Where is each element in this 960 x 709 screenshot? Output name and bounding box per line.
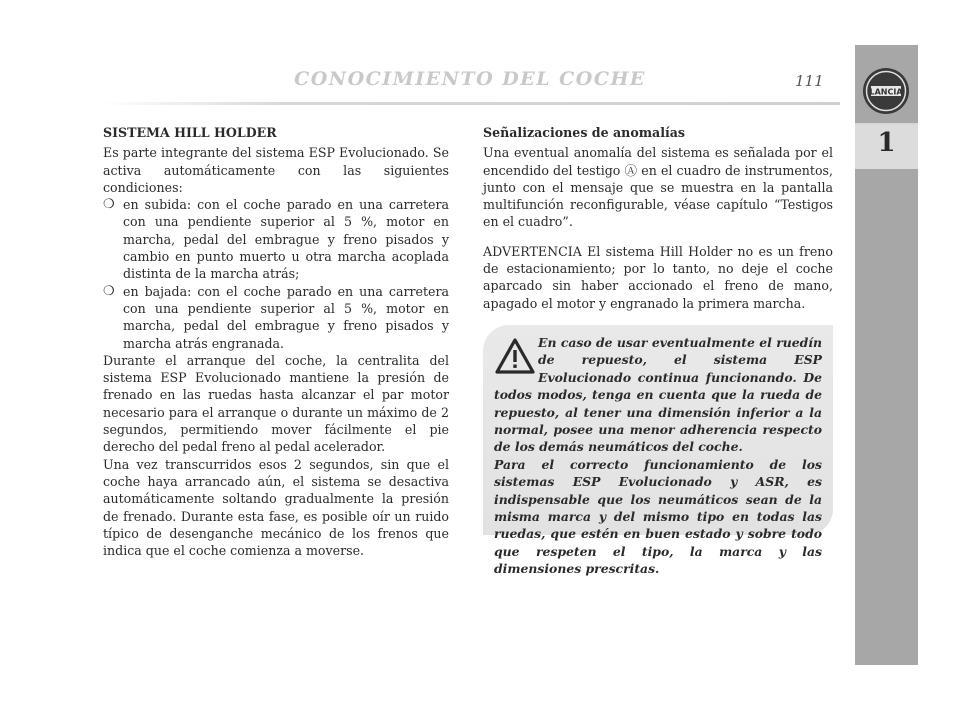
list-item-text: en subida: con el coche parado en una carretera con una pendiente superior al 5 %, motor en marcha, pedal del embrague y freno pisados y cambio en punto muerto u otra marcha acoplada distinta de la marcha atrás; [123, 197, 449, 282]
page-header-title: CONOCIMIENTO DEL COCHE [294, 68, 646, 90]
release-paragraph: Una vez transcurridos esos 2 segundos, sin que el coche haya arrancado aún, el sistema se desactiva automáticamente soltando gradualmente la presión de frenado. Durante esta fase, es posible oír un ruido típico de desenganche mecánico de los frenos que indica que el coche comienza a moverse. [103, 456, 449, 559]
anomaly-text-after: en el cuadro de instrumentos, junto con el mensaje que se muestra en la pantalla multifunción reconfigurable, véase capítulo “Testigos en el cuadro”. [483, 162, 833, 230]
header-divider [100, 102, 840, 105]
anomaly-text-before: Una eventual anomalía del sistema es señalada por el encendido del testigo [483, 145, 833, 178]
warning-light-icon: Ⓐ [624, 162, 638, 178]
page-number: 111 [795, 72, 824, 90]
condition-list [103, 196, 449, 352]
warning-paragraph-1: En caso de usar eventualmente el ruedín de repuesto, el sistema ESP Evolucionado continua funcionando. De todos modos, tenga en cuenta que la rueda de repuesto, al tener una dimensión inferior a la normal, posee una menor adherencia respecto de los demás neumáticos del coche. [494, 335, 822, 455]
icon-spacer [494, 334, 538, 384]
list-item [103, 283, 449, 352]
section-heading-anomalies: Señalizaciones de anomalías [483, 125, 686, 140]
intro-paragraph: Es parte integrante del sistema ESP Evolucionado. Se activa automáticamente con las siguientes condiciones: [103, 145, 449, 195]
bullet-circle-icon: ❍ [103, 283, 115, 299]
warning-paragraph-2: Para el correcto funcionamiento de los sistemas ESP Evolucionado y ASR, es indispensable que los neumáticos sean de la misma marca y del mismo tipo en todas las ruedas, que estén en buen estado y sobre todo que respeten el tipo, la marca y las dimensiones prescritas. [494, 456, 822, 577]
list-item [103, 196, 449, 282]
list-item-text: en bajada: con el coche parado en una carretera con una pendiente superior al 5 %, motor en marcha, pedal del embrague y freno pisados y marcha atrás engranada. [123, 283, 449, 351]
anomaly-paragraph [483, 144, 833, 230]
logo-text: LANCIA [869, 87, 903, 97]
section-heading-hill-holder: SISTEMA HILL HOLDER [103, 125, 277, 140]
advertencia-paragraph: ADVERTENCIA El sistema Hill Holder no es un freno de estacionamiento; por lo tanto, no deje el coche aparcado sin haber accionado el freno de mano, apagado el motor y engranado la primera marcha. [483, 243, 833, 311]
startup-paragraph: Durante el arranque del coche, la centralita del sistema ESP Evolucionado mantiene la presión de frenado en las ruedas hasta alcanzar el par motor necesario para el arranque o durante un máximo de 2 segundos, permitiendo mover fácilmente el pie derecho del pedal freno al pedal acelerador. [103, 352, 449, 455]
right-column [483, 124, 833, 312]
bullet-circle-icon: ❍ [103, 197, 115, 213]
warning-text [494, 334, 822, 578]
lancia-logo-icon [861, 66, 911, 116]
left-column [103, 124, 449, 559]
section-tab-number[interactable]: 1 [877, 128, 896, 158]
